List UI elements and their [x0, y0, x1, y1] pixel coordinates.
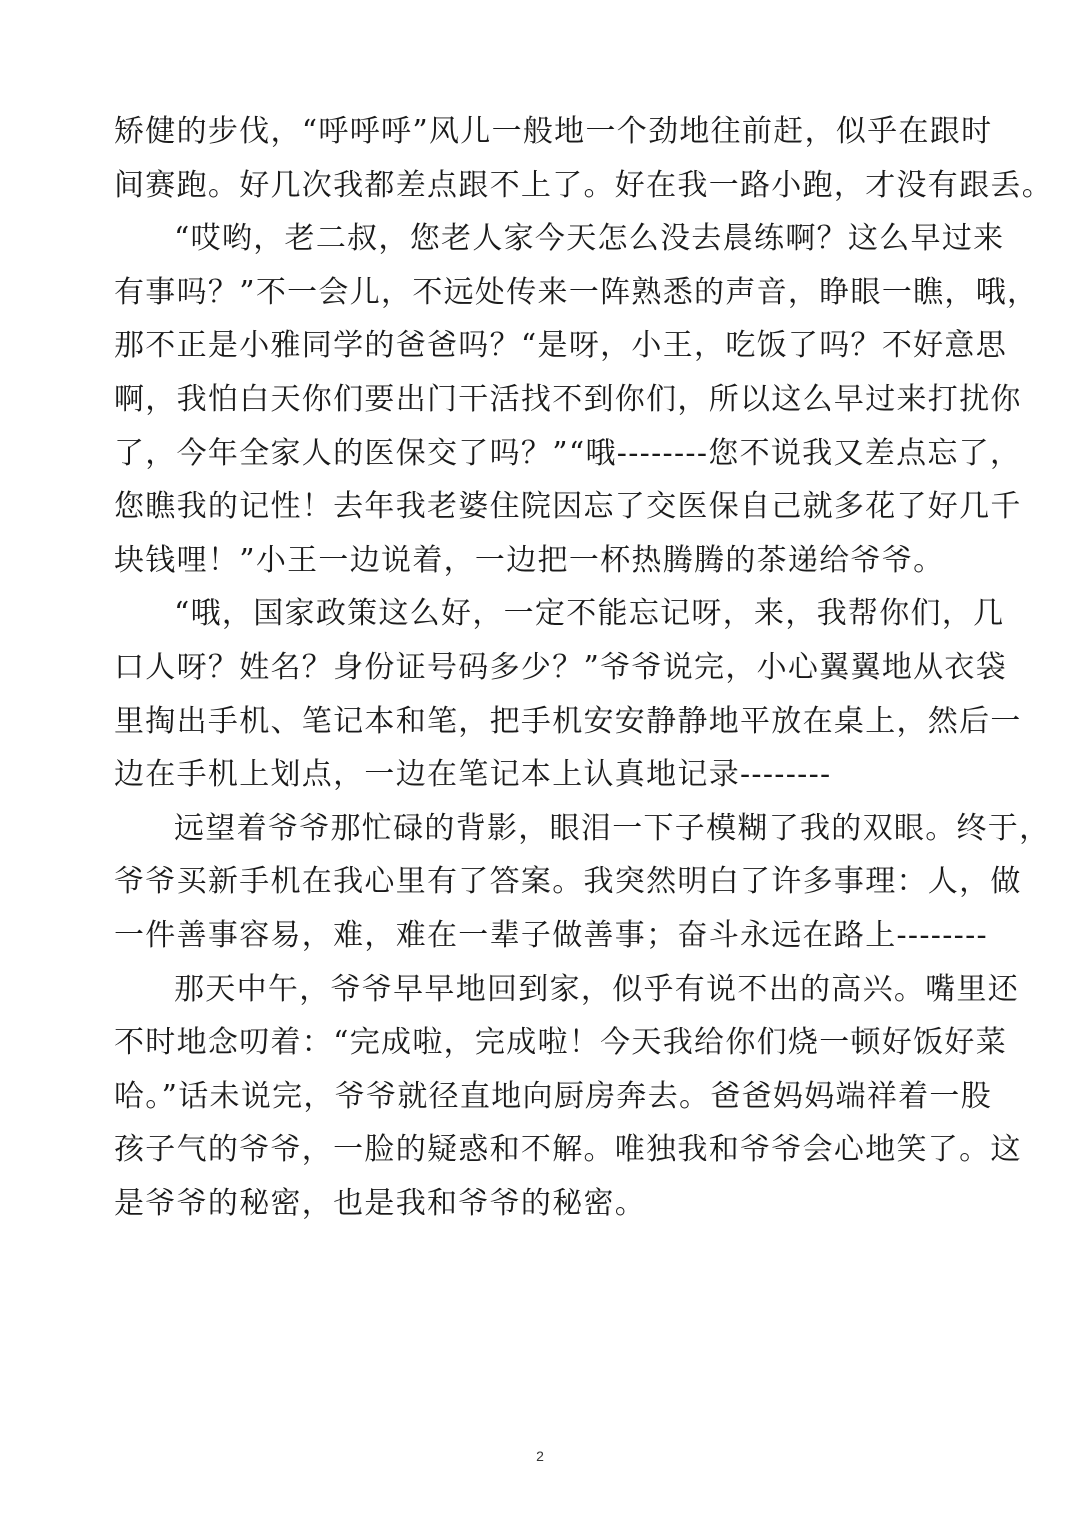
- paragraph-4: [114, 802, 1051, 963]
- text-line: “哦，国家政策这么好，一定不能忘记呀，来，我帮你们，几: [174, 596, 1005, 632]
- text-line: 是爷爷的秘密，也是我和爷爷的秘密。: [114, 1185, 647, 1221]
- paragraph-1: [114, 105, 1053, 212]
- text-line: 了，今年全家人的医保交了吗？”“哦--------您不说我又差点忘了，: [114, 435, 1022, 471]
- text-line: 不时地念叨着：“完成啦，完成啦！今天我给你们烧一顿好饭好菜: [114, 1025, 1008, 1061]
- text-line: 您瞧我的记性！去年我老婆住院因忘了交医保自己就多花了好几千: [114, 489, 1022, 525]
- text-line: 口人呀？姓名？身份证号码多少？”爷爷说完，小心翼翼地从衣袋: [114, 649, 1008, 685]
- paragraph-3: [114, 587, 1022, 801]
- text-line: 一件善事容易，难，难在一辈子做善事；奋斗永远在路上--------: [114, 917, 988, 953]
- text-line: 孩子气的爷爷，一脸的疑惑和不解。唯独我和爷爷会心地笑了。这: [114, 1132, 1022, 1168]
- text-line: 间赛跑。好几次我都差点跟不上了。好在我一路小跑，才没有跟丢。: [114, 167, 1053, 203]
- text-line: 块钱哩！”小王一边说着，一边把一杯热腾腾的茶递给爷爷。: [114, 542, 945, 578]
- text-line: 有事吗？”不一会儿，不远处传来一阵熟悉的声音，睁眼一瞧，哦，: [114, 274, 1039, 310]
- document-body: [114, 105, 1053, 1230]
- text-line: 里掏出手机、笔记本和笔，把手机安安静静地平放在桌上，然后一: [114, 703, 1022, 739]
- text-line: 远望着爷爷那忙碌的背影，眼泪一下子模糊了我的双眼。终于，: [174, 810, 1051, 846]
- text-line: 那天中午，爷爷早早地回到家，似乎有说不出的高兴。嘴里还: [174, 971, 1020, 1007]
- text-line: 哈。”话未说完，爷爷就径直地向厨房奔去。爸爸妈妈端祥着一股: [114, 1078, 993, 1114]
- text-line: 矫健的步伐，“呼呼呼”风儿一般地一个劲地往前赶，似乎在跟时: [114, 114, 993, 149]
- text-line: 爷爷买新手机在我心里有了答案。我突然明白了许多事理：人，做: [114, 864, 1022, 900]
- paragraph-2: [114, 212, 1039, 587]
- text-line: 边在手机上划点，一边在笔记本上认真地记录--------: [114, 757, 832, 793]
- text-line: 那不正是小雅同学的爸爸吗？“是呀，小王，吃饭了吗？不好意思: [114, 328, 1008, 364]
- text-line: 啊，我怕白天你们要出门干活找不到你们，所以这么早过来打扰你: [114, 381, 1022, 417]
- paragraph-5: [114, 963, 1022, 1231]
- text-line: “哎哟，老二叔，您老人家今天怎么没去晨练啊？这么早过来: [174, 221, 1005, 257]
- page-number: 2: [536, 1448, 544, 1464]
